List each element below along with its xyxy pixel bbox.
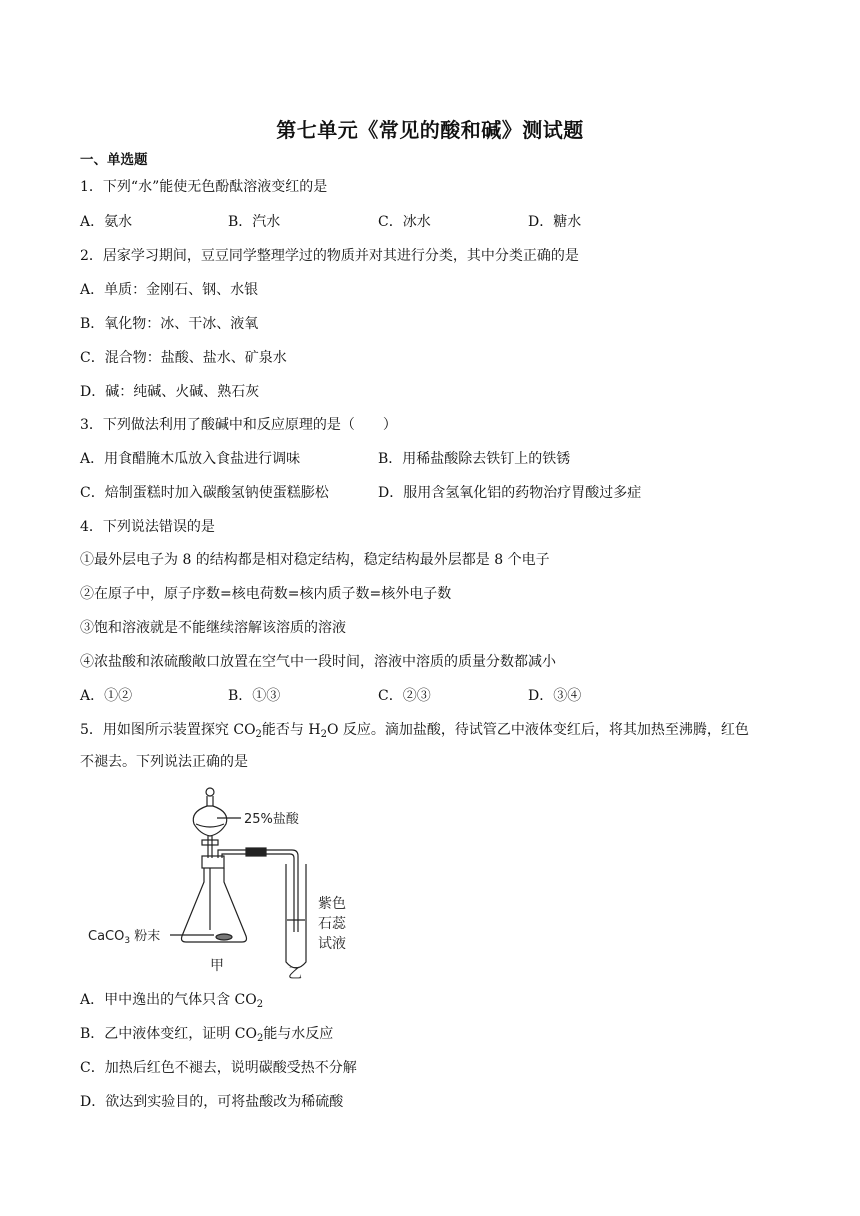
question-3-option-c: C．焙制蛋糕时加入碳酸氢钠使蛋糕膨松 — [80, 485, 329, 501]
question-2-option-d: D．碱：纯碱、火碱、熟石灰 — [80, 384, 260, 400]
subscript: 2 — [320, 729, 327, 740]
question-5-stem-part: O 反应。滴加盐酸，待试管乙中液体变红后，将其加热至沸腾，红色 — [326, 722, 749, 738]
conical-flask — [182, 868, 247, 942]
question-2-option-c: C．混合物：盐酸、盐水、矿泉水 — [80, 350, 287, 366]
experiment-apparatus-figure — [86, 782, 376, 982]
option-text: B．乙中液体变红，证明 CO — [80, 1026, 257, 1042]
litmus-label: 紫色 — [318, 896, 346, 912]
flask-stopper — [202, 856, 224, 868]
question-5-stem-part: 能否与 H — [261, 722, 321, 738]
question-5-option-d: D．欲达到实验目的，可将盐酸改为稀硫酸 — [80, 1094, 344, 1110]
powder-label: CaCO$_3$ 粉末 — [88, 929, 161, 946]
litmus-label: 石蕊 — [318, 916, 346, 932]
section-heading: 一、单选题 — [80, 152, 148, 168]
question-4-option-c: C．②③ — [378, 688, 431, 704]
caco3-powder — [216, 934, 232, 940]
question-1-option-c: C．冰水 — [378, 214, 431, 230]
question-1-stem: 1．下列“水”能使无色酚酞溶液变红的是 — [80, 179, 328, 195]
test-tube — [286, 864, 306, 968]
question-2-option-b: B．氧化物：冰、干冰、液氧 — [80, 316, 259, 332]
page-title: 第七单元《常见的酸和碱》测试题 — [276, 118, 584, 142]
question-5-stem-part: 5．用如图所示装置探究 CO — [80, 722, 256, 738]
question-3-stem: 3．下列做法利用了酸碱中和反应原理的是（ ） — [80, 417, 397, 433]
acid-label: 25%盐酸 — [244, 812, 299, 827]
question-1-option-d: D．糖水 — [528, 214, 582, 230]
funnel-stopcock — [202, 840, 218, 845]
question-4-statement: ④浓盐酸和浓硫酸敞口放置在空气中一段时间，溶液中溶质的质量分数都减小 — [80, 654, 556, 670]
question-4-option-b: B．①③ — [228, 688, 281, 704]
question-1-option-a: A．氨水 — [80, 214, 133, 230]
question-4-option-d: D．③④ — [528, 688, 582, 704]
question-2-option-a: A．单质：金刚石、钢、水银 — [80, 282, 259, 298]
funnel-bulb — [193, 806, 227, 836]
flask-label: 甲 — [210, 958, 224, 974]
option-text: 能与水反应 — [263, 1026, 334, 1042]
funnel-stopper — [206, 788, 214, 796]
question-2-stem: 2．居家学习期间，豆豆同学整理学过的物质并对其进行分类，其中分类正确的是 — [80, 248, 579, 264]
question-5-option-b — [80, 1024, 333, 1049]
question-4-statement: ③饱和溶液就是不能继续溶解该溶质的溶液 — [80, 620, 346, 636]
option-text: A．甲中逸出的气体只含 CO — [80, 992, 257, 1008]
question-5-option-c: C．加热后红色不褪去，说明碳酸受热不分解 — [80, 1060, 357, 1076]
question-5-stem-line2: 不褪去。下列说法正确的是 — [80, 754, 248, 770]
funnel-neck — [207, 796, 213, 806]
litmus-label: 试液 — [318, 936, 346, 952]
question-4-statement: ①最外层电子为 8 的结构都是相对稳定结构，稳定结构最外层都是 8 个电子 — [80, 552, 550, 568]
question-3-option-d: D．服用含氢氧化铝的药物治疗胃酸过多症 — [378, 485, 642, 501]
delivery-tube-inner — [222, 854, 294, 932]
subscript: 2 — [256, 999, 264, 1010]
question-3-option-a: A．用食醋腌木瓜放入食盐进行调味 — [80, 451, 301, 467]
subscript: 2 — [256, 1033, 264, 1044]
question-3-option-b: B．用稀盐酸除去铁钉上的铁锈 — [378, 451, 571, 467]
question-5-stem — [80, 720, 749, 745]
question-4-stem: 4．下列说法错误的是 — [80, 519, 215, 535]
funnel-liquid-level — [196, 824, 224, 827]
question-1-option-b: B．汽水 — [228, 214, 281, 230]
question-4-statement: ②在原子中，原子序数=核电荷数=核内质子数=核外电子数 — [80, 586, 452, 602]
tube-label: 乙 — [288, 966, 302, 982]
question-4-option-a: A．①② — [80, 688, 133, 704]
subscript: 2 — [255, 729, 262, 740]
rubber-connector — [246, 848, 266, 856]
question-5-option-a — [80, 990, 263, 1015]
